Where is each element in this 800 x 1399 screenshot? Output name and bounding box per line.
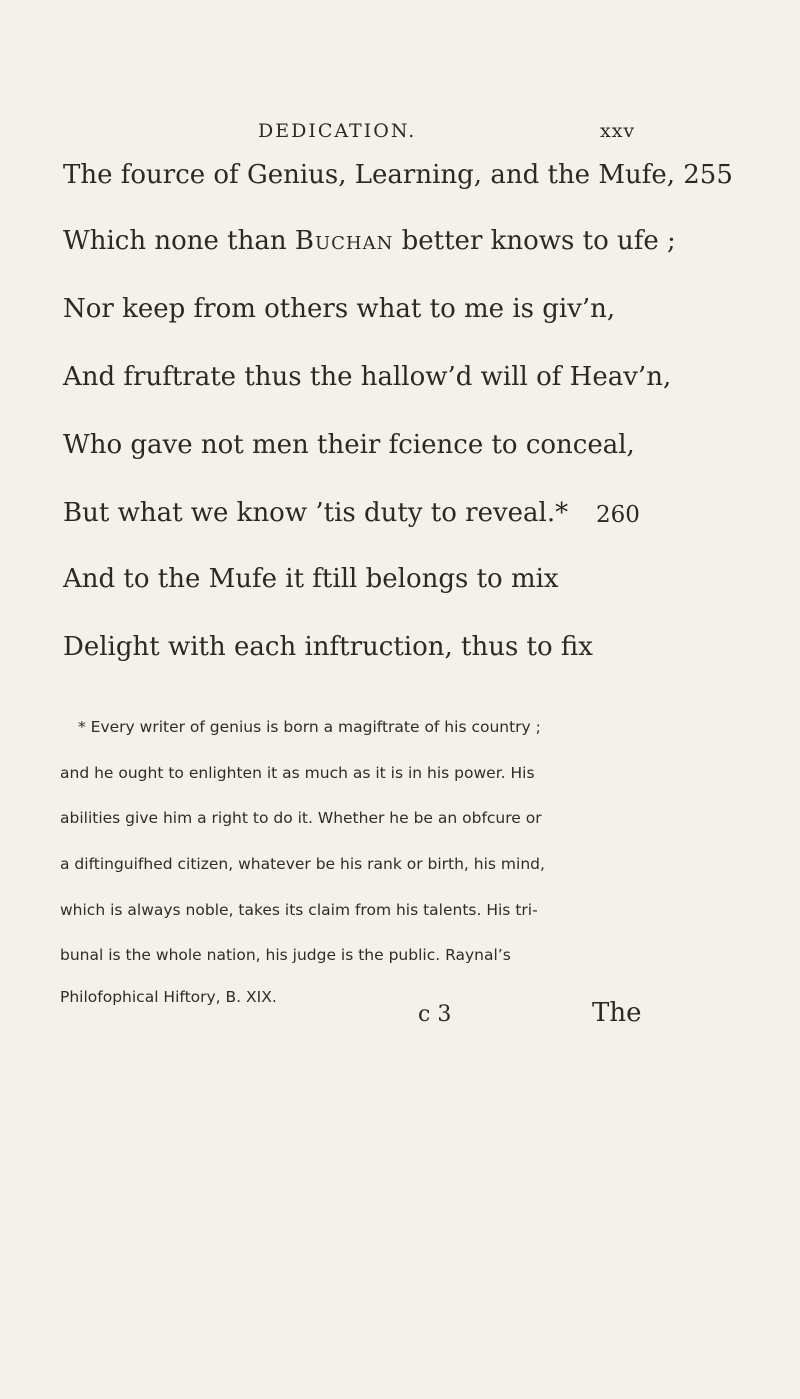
signature-mark: c 3 xyxy=(418,1002,452,1027)
running-head: DEDICATION. xyxy=(258,120,417,142)
footnote-line-2: and he ought to enlighten it as much as it is in his power. His xyxy=(60,764,535,782)
verse-line-2: Which none than Buchan better knows to ufe ; xyxy=(63,226,676,256)
catchword: The xyxy=(592,998,642,1028)
verse-line-6: But what we know ’tis duty to reveal.* xyxy=(63,498,569,528)
verse-line-4: And fruftrate thus the hallow’d will of Heav’n, xyxy=(63,362,672,392)
footnote-line-5: which is always noble, takes its claim from his talents. His tri- xyxy=(60,901,538,919)
line-number: 260 xyxy=(596,502,640,528)
footnote-line-6: bunal is the whole nation, his judge is the public. Raynal’s xyxy=(60,946,511,964)
footnote-line-1: * Every writer of genius is born a magiftrate of his country ; xyxy=(78,718,541,736)
page-number: xxv xyxy=(600,120,636,142)
footnote-line-4: a diftinguifhed citizen, whatever be his rank or birth, his mind, xyxy=(60,855,545,873)
footnote-line-7: Philofophical Hiftory, B. XIX. xyxy=(60,988,277,1006)
verse-line-3: Nor keep from others what to me is giv’n, xyxy=(63,294,616,324)
verse-line-7: And to the Mufe it ftill belongs to mix xyxy=(63,564,559,594)
verse-line-8: Delight with each inftruction, thus to fix xyxy=(63,632,593,662)
verse-line-5: Who gave not men their fcience to conceal, xyxy=(63,430,635,460)
footnote-line-3: abilities give him a right to do it. Whether he be an obfcure or xyxy=(60,809,542,827)
verse-line-1: The fource of Genius, Learning, and the Mufe, 255 xyxy=(63,160,733,190)
